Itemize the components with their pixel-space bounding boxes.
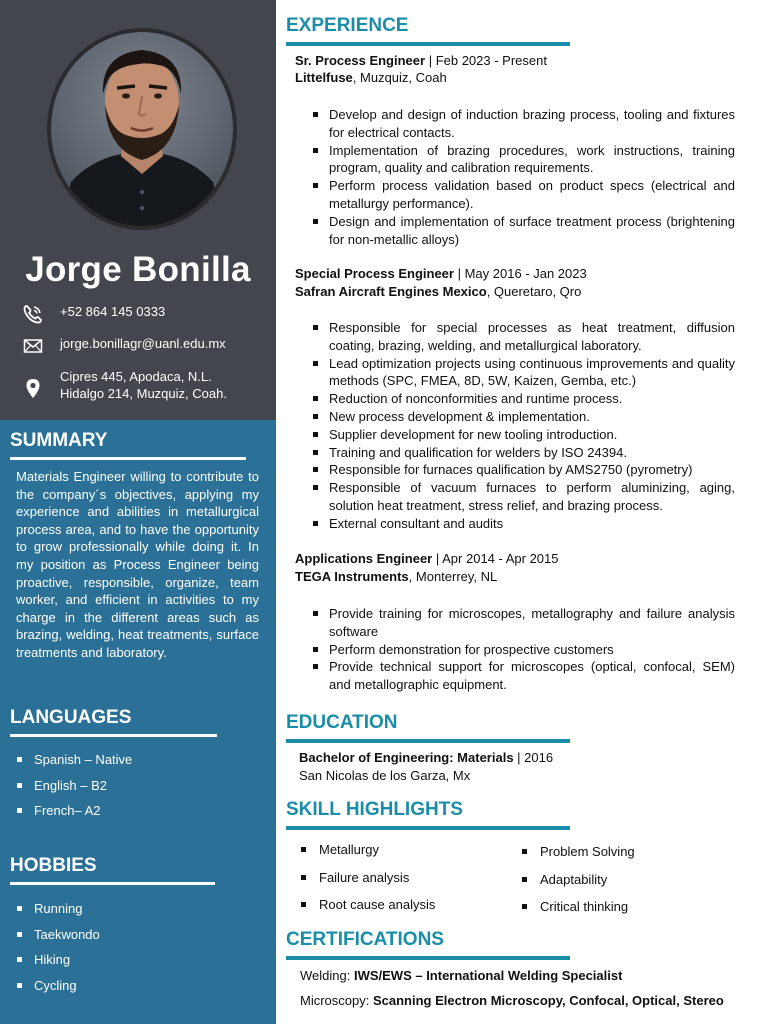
list-item: Failure analysis [300, 870, 435, 898]
degree: Bachelor of Engineering: Materials [299, 750, 514, 765]
job-title: Sr. Process Engineer [295, 53, 426, 68]
list-item: Perform process validation based on product specs (electrical and metallurgy performance). [312, 177, 735, 213]
experience-heading: EXPERIENCE [286, 15, 409, 36]
list-item: Cycling [16, 978, 100, 1004]
certification-label: Welding: [300, 968, 354, 983]
list-item: Critical thinking [521, 899, 635, 927]
list-item: Root cause analysis [300, 897, 435, 925]
company-name: Safran Aircraft Engines Mexico [295, 284, 487, 299]
job-org-line [295, 569, 497, 584]
list-item: Provide training for microscopes, metallography and failure analysis software [312, 605, 735, 641]
location-pin-icon [22, 377, 46, 397]
list-item: Lead optimization projects using continuous improvements and quality methods (SPC, FMEA, 8D, 5W, Kaizen, Gemba, etc.) [312, 355, 735, 391]
certification-item [300, 993, 724, 1008]
job-title-line: Applications Engineer | Apr 2014 - Apr 2015 [295, 551, 559, 566]
skills-column-1 [300, 842, 435, 925]
skills-divider [286, 826, 570, 830]
languages-divider [10, 734, 217, 737]
list-item: External consultant and audits [312, 515, 735, 533]
list-item: Metallurgy [300, 842, 435, 870]
list-item: Adaptability [521, 872, 635, 900]
school-location: San Nicolas de los Garza, Mx [299, 768, 471, 783]
profile-photo [47, 28, 237, 230]
certification-item [300, 968, 622, 983]
degree-year: 2016 [524, 750, 554, 765]
list-item: Responsible of vacuum furnaces to perform aluminizing, aging, solution heat treatment, stress relief, and brazing process. [312, 479, 735, 515]
languages-list [16, 752, 132, 829]
summary-text: Materials Engineer willing to contribute to the company´s objectives, applying my experience and abilities in metallurgical process area, and to have the opportunity to grow professionally while doing it. In my position as Process Engineer being proactive, responsible, organize, team worker, and efficient in activities to my charge in the different areas such as brazing, welding, heat treatments, surface treatments and laboratory. [16, 469, 259, 660]
phone-icon [22, 304, 46, 324]
job-dates: Apr 2014 - Apr 2015 [442, 551, 559, 566]
education-divider [286, 739, 570, 743]
list-item: Taekwondo [16, 927, 100, 953]
list-item: Problem Solving [521, 844, 635, 872]
left-sidebar [0, 0, 276, 1024]
list-item: Provide technical support for microscopes (optical, confocal, SEM) and metallographic equipment. [312, 658, 735, 694]
summary-heading: SUMMARY [10, 430, 108, 451]
skills-column-2 [521, 844, 635, 927]
list-item: Design and implementation of surface treatment process (brightening for non-metallic alloys) [312, 213, 735, 249]
list-item: New process development & implementation. [312, 408, 735, 426]
job-org-line [295, 284, 581, 299]
list-item: Training and qualification for welders by ISO 24394. [312, 444, 735, 462]
experience-divider [286, 42, 570, 46]
job-title: Applications Engineer [295, 551, 433, 566]
job-bullets [312, 605, 735, 694]
certifications-divider [286, 956, 570, 960]
list-item: Hiking [16, 952, 100, 978]
list-item: Supplier development for new tooling introduction. [312, 426, 735, 444]
degree-line: Bachelor of Engineering: Materials | 2016 [299, 750, 554, 765]
list-item: Develop and design of induction brazing process, tooling and fixtures for electrical contacts. [312, 106, 735, 142]
certification-value: Scanning Electron Microscopy, Confocal, Optical, Stereo [372, 993, 724, 1008]
hobbies-list [16, 901, 100, 1003]
address-line-2: Hidalgo 214, Muzquiz, Coah. [60, 386, 227, 401]
job-location: , Queretaro, Qro [486, 284, 582, 299]
list-item: Responsible for furnaces qualification by AMS2750 (pyrometry) [312, 461, 735, 479]
company-name: Littelfuse [295, 70, 353, 85]
summary-divider [10, 457, 246, 460]
list-item: English – B2 [16, 778, 132, 804]
certification-label: Microscopy: [300, 993, 373, 1008]
list-item: Reduction of nonconformities and runtime process. [312, 390, 735, 408]
job-bullets [312, 319, 735, 533]
list-item: French– A2 [16, 803, 132, 829]
list-item: Implementation of brazing procedures, work instructions, training program, quality and calibration requirements. [312, 142, 735, 178]
list-item: Responsible for special processes as heat treatment, diffusion coating, brazing, welding, and metallurgical laboratory. [312, 319, 735, 355]
job-dates: Feb 2023 - Present [435, 53, 547, 68]
hobbies-divider [10, 882, 215, 885]
certification-value: IWS/EWS – International Welding Specialist [353, 968, 623, 983]
job-dates: May 2016 - Jan 2023 [464, 266, 587, 281]
email-address[interactable]: jorge.bonillagr@uanl.edu.mx [60, 336, 226, 351]
list-item: Perform demonstration for prospective customers [312, 641, 735, 659]
languages-heading: LANGUAGES [10, 707, 132, 728]
skills-heading: SKILL HIGHLIGHTS [286, 799, 463, 820]
job-title: Special Process Engineer [295, 266, 454, 281]
job-location: , Muzquiz, Coah [352, 70, 447, 85]
job-title-line: Sr. Process Engineer | Feb 2023 - Present [295, 53, 547, 68]
candidate-name: Jorge Bonilla [25, 250, 251, 289]
phone-number: +52 864 145 0333 [60, 304, 166, 319]
list-item: Spanish – Native [16, 752, 132, 778]
job-location: , Monterrey, NL [408, 569, 498, 584]
list-item: Running [16, 901, 100, 927]
job-bullets [312, 106, 735, 248]
education-heading: EDUCATION [286, 712, 398, 733]
company-name: TEGA Instruments [295, 569, 409, 584]
address-line-1: Cipres 445, Apodaca, N.L. [60, 369, 212, 384]
envelope-icon [22, 336, 46, 356]
job-title-line: Special Process Engineer | May 2016 - Jan 2023 [295, 266, 587, 281]
certifications-heading: CERTIFICATIONS [286, 929, 444, 950]
job-org-line [295, 70, 447, 85]
hobbies-heading: HOBBIES [10, 855, 97, 876]
